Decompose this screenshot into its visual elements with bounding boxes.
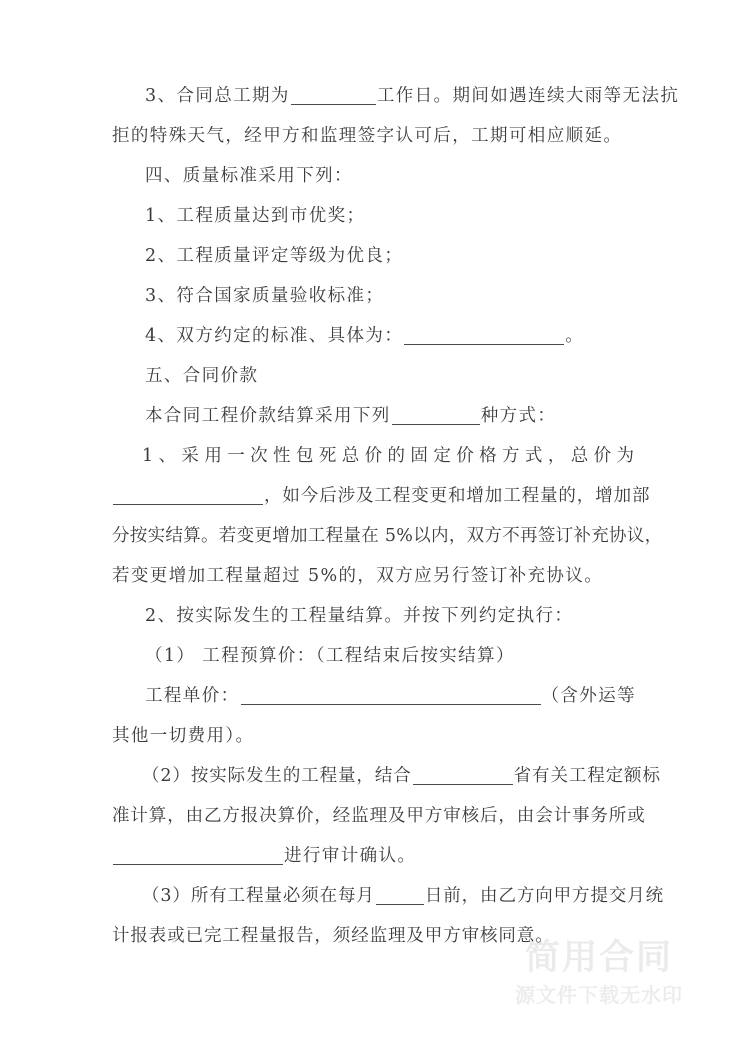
- text-run: 1、采用一次性包死总价的固定价格方式，总价为: [142, 446, 640, 466]
- fill-in-blank[interactable]: [376, 891, 424, 905]
- watermark-sub-text: 源文件下载无水印: [515, 983, 683, 1007]
- fill-in-blank[interactable]: [113, 491, 263, 505]
- section-5-item-2-sub-2-l1: [112, 756, 661, 796]
- section-5-item-1-l4: [112, 556, 630, 596]
- section-4-item-4: [112, 316, 630, 356]
- text-run: 若变更增加工程量超过 5%的，双方应另行签订补充协议。: [112, 566, 604, 586]
- section-5-item-2-sub-2-l3: [112, 836, 630, 876]
- text-run: 准计算，由乙方报决算价，经监理及甲方审核后，由会计事务所或: [112, 806, 646, 826]
- clause-3-schedule-l2: [112, 116, 630, 156]
- section-4-item-3: [112, 276, 630, 316]
- section-5-item-1-l1: [112, 436, 640, 476]
- document-body: [112, 76, 680, 956]
- fill-in-blank[interactable]: [291, 91, 376, 105]
- section-5-item-2-sub-2-l2: [112, 796, 646, 836]
- text-run: 本合同工程价款结算采用下列: [145, 406, 391, 426]
- section-5-heading: [112, 356, 630, 396]
- unit-price-line-cont: [112, 716, 630, 756]
- text-run: 进行审计确认。: [284, 846, 417, 866]
- text-run: 4、双方约定的标准、具体为：: [145, 326, 404, 346]
- section-5-item-2-sub-3-l1: [112, 876, 665, 916]
- section-5-item-1-l2: [112, 476, 651, 516]
- section-4-heading: [112, 156, 630, 196]
- text-run: 四、质量标准采用下列：: [145, 166, 353, 186]
- text-run: 分按实结算。若变更增加工程量在 5%以内，双方不再签订补充协议，: [112, 526, 663, 546]
- section-4-item-2: [112, 236, 630, 276]
- text-run: 1、工程质量达到市优奖；: [145, 206, 366, 226]
- text-run: 工作日。期间如遇连续大雨等无法抗: [376, 86, 680, 106]
- unit-price-line: [112, 676, 636, 716]
- section-5-item-2: [112, 596, 630, 636]
- text-run: 种方式：: [480, 406, 557, 426]
- text-run: 拒的特殊天气，经甲方和监理签字认可后，工期可相应顺延。: [112, 126, 623, 146]
- section-4-item-1: [112, 196, 630, 236]
- text-run: （1） 工程预算价：（工程结束后按实结算）: [145, 646, 515, 666]
- text-run: 3、合同总工期为: [145, 86, 290, 106]
- text-run: 2、按实际发生的工程量结算。并按下列约定执行：: [145, 606, 574, 626]
- text-run: （3）所有工程量必须在每月: [142, 886, 375, 906]
- text-run: 其他一切费用）。: [112, 726, 255, 746]
- text-run: 。: [565, 326, 585, 346]
- clause-3-schedule-l1: [112, 76, 680, 116]
- fill-in-blank[interactable]: [113, 851, 283, 865]
- text-run: （2）按实际发生的工程量，结合: [142, 766, 412, 786]
- text-run: 五、合同价款: [145, 366, 259, 386]
- text-run: （含外运等: [541, 686, 636, 706]
- section-5-item-2-sub-3-l2: [112, 916, 630, 956]
- text-run: 工程单价：: [145, 686, 240, 706]
- section-5-item-1-l3: [112, 516, 663, 556]
- text-run: 日前，由乙方向甲方提交月统: [424, 886, 665, 906]
- text-run: ，如今后涉及工程变更和增加工程量的，增加部: [264, 486, 651, 506]
- fill-in-blank[interactable]: [241, 691, 541, 705]
- section-5-intro: [112, 396, 630, 436]
- fill-in-blank[interactable]: [413, 771, 513, 785]
- text-run: 3、符合国家质量验收标准；: [145, 286, 385, 306]
- section-5-item-2-sub-1: [112, 636, 630, 676]
- text-run: 省有关工程定额标: [513, 766, 661, 786]
- text-run: 2、工程质量评定等级为优良；: [145, 246, 404, 266]
- fill-in-blank[interactable]: [404, 331, 564, 345]
- fill-in-blank[interactable]: [392, 411, 480, 425]
- text-run: 计报表或已完工程量报告，须经监理及甲方审核同意。: [112, 926, 554, 946]
- watermark-main-text: 简用合同: [524, 938, 673, 979]
